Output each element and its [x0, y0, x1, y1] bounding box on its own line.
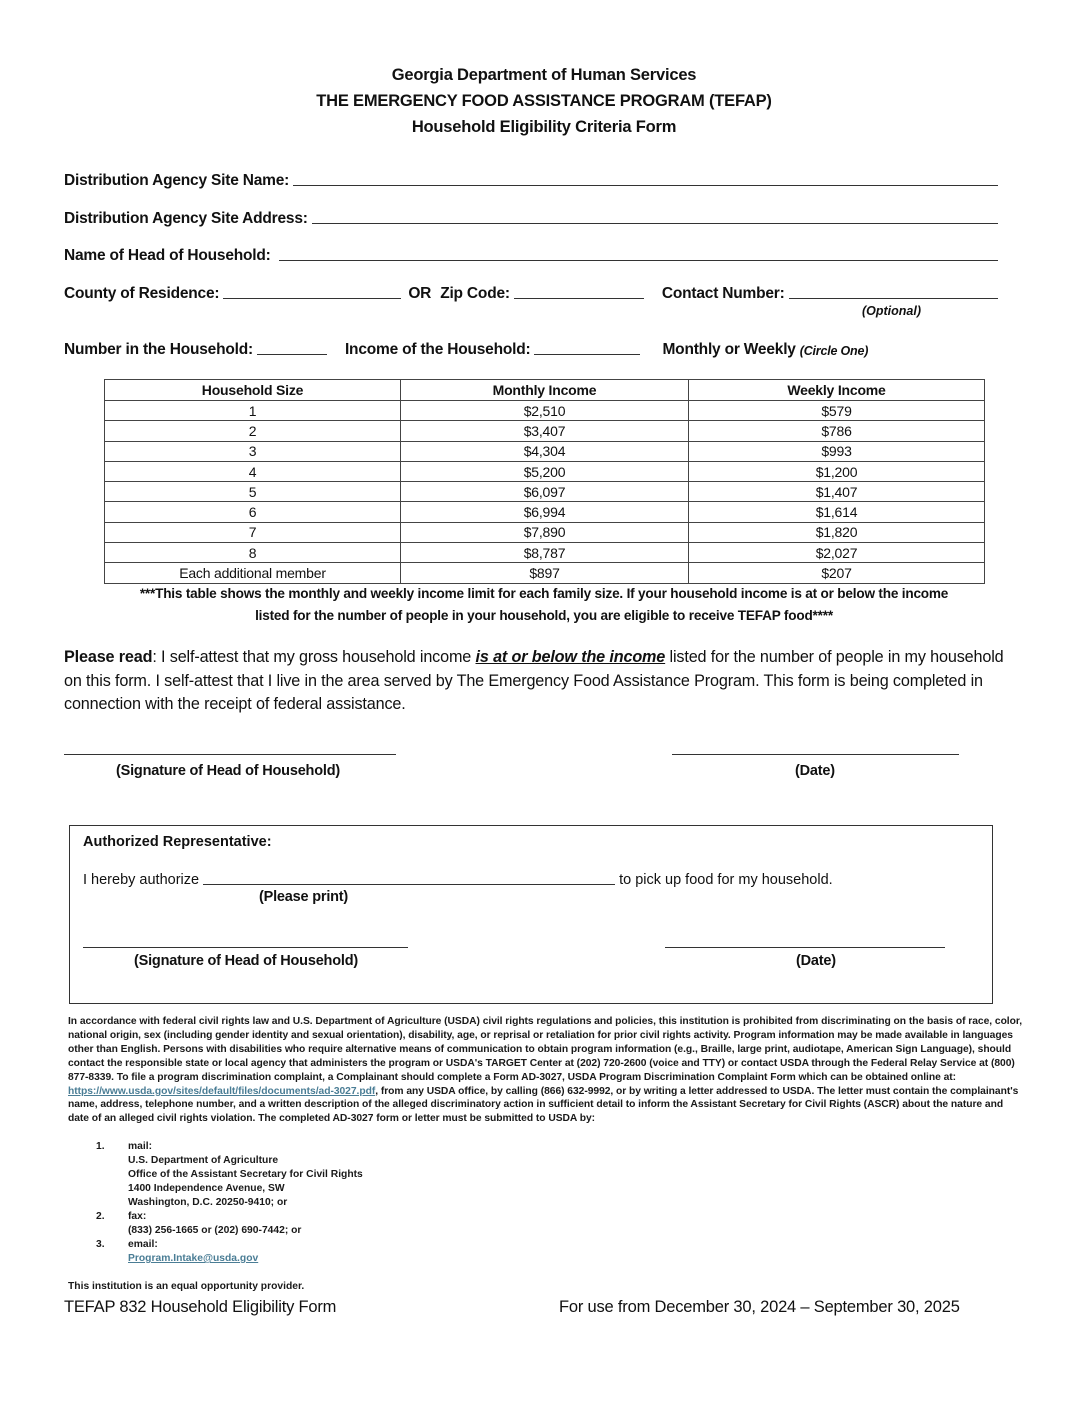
weekly-income-cell: $207	[689, 563, 985, 583]
mail-address-line: Office of the Assistant Secretary for Civil Rights	[128, 1169, 363, 1180]
table-row	[105, 482, 985, 502]
authorized-rep-title: Authorized Representative:	[83, 834, 272, 850]
header-weekly-income: Weekly Income	[689, 380, 985, 401]
table-row	[105, 401, 985, 421]
validity-period-footer: For use from December 30, 2024 – September 30, 2025	[559, 1298, 960, 1316]
program-name: THE EMERGENCY FOOD ASSISTANCE PROGRAM (TEFAP)	[316, 92, 772, 110]
rep-signature-label: (Signature of Head of Household)	[134, 953, 358, 969]
authorize-suffix: to pick up food for my household.	[619, 872, 833, 888]
mail-address-line: Washington, D.C. 20250-9410; or	[128, 1197, 288, 1208]
method-mail-label: mail:	[128, 1141, 153, 1152]
weekly-income-cell: $1,200	[689, 461, 985, 481]
program-intake-email-link[interactable]: Program.Intake@usda.gov	[128, 1253, 259, 1264]
attestation-paragraph	[64, 646, 1024, 717]
attestation-lead: Please read	[64, 648, 153, 666]
weekly-income-cell: $579	[689, 401, 985, 421]
method-number: 2.	[96, 1211, 105, 1222]
site-name-field[interactable]	[293, 167, 998, 186]
household-size-cell: 5	[105, 482, 401, 502]
agency-name: Georgia Department of Human Services	[391, 66, 697, 84]
table-row	[105, 563, 985, 583]
head-name-label: Name of Head of Household:	[64, 247, 271, 264]
household-size-cell: 4	[105, 461, 401, 481]
household-size-cell: 1	[105, 401, 401, 421]
or-label: OR	[408, 285, 432, 302]
date-label: (Date)	[795, 763, 835, 779]
county-field[interactable]	[223, 280, 401, 299]
period-label[interactable]: Monthly or Weekly	[662, 341, 796, 358]
contact-field[interactable]	[789, 280, 998, 299]
ad-3027-form-link[interactable]: https://www.usda.gov/sites/default/files/documents/ad-3027.pdf	[68, 1085, 376, 1097]
please-print-note: (Please print)	[259, 889, 349, 905]
monthly-income-cell: $6,994	[401, 502, 689, 522]
civil-rights-statement	[68, 1015, 1023, 1126]
authorize-row	[83, 868, 833, 888]
income-limits-table	[104, 379, 985, 584]
weekly-income-cell: $993	[689, 441, 985, 461]
weekly-income-cell: $1,407	[689, 482, 985, 502]
head-name-field[interactable]	[279, 242, 998, 261]
monthly-income-cell: $897	[401, 563, 689, 583]
site-address-row	[64, 204, 998, 228]
head-name-row	[64, 241, 998, 265]
authorize-prefix: I hereby authorize	[83, 872, 200, 888]
table-row	[105, 441, 985, 461]
signature-label: (Signature of Head of Household)	[116, 763, 340, 779]
civil-rights-part-1: In accordance with federal civil rights law and U.S. Department of Agriculture (USDA) civil rights regulations and policies, this institution is prohibited from discriminating on the basis of race, color, national origin, sex (including gender identity and sexual orientation), disability, age, or reprisal or retaliation for prior civil rights activity. Program information may be made available in languages other than English. Persons with disabilities who require alternative means of communication to obtain program information (e.g., Braille, large print, audiotape, American Sign Language), should contact the responsible state or local agency that administers the program or USDA's TARGET Center at (202) 720-2600 (voice and TTY) or contact USDA through the Federal Relay Service at (800) 877-8339. To file a program discrimination complaint, a Complainant should complete a Form AD-3027, USDA Program Discrimination Complaint Form which can be obtained online at:	[68, 1016, 1023, 1083]
equal-opportunity-statement: This institution is an equal opportunity provider.	[68, 1281, 305, 1292]
household-size-cell: 2	[105, 421, 401, 441]
table-row	[105, 522, 985, 542]
site-address-label: Distribution Agency Site Address:	[64, 210, 308, 227]
period-circle-note: (Circle One)	[799, 344, 869, 358]
household-income-field[interactable]	[534, 336, 640, 355]
table-note-line-2: listed for the number of people in your household, you are eligible to receive TEFAP food****	[255, 608, 833, 623]
weekly-income-cell: $2,027	[689, 543, 985, 563]
representative-name-field[interactable]	[203, 870, 615, 885]
household-size-cell: 6	[105, 502, 401, 522]
attestation-emphasis: is at or below the income	[475, 648, 666, 666]
household-size-cell: 8	[105, 543, 401, 563]
household-number-field[interactable]	[257, 336, 327, 355]
method-fax-label: fax:	[128, 1211, 147, 1222]
monthly-income-cell: $6,097	[401, 482, 689, 502]
zip-field[interactable]	[514, 280, 644, 299]
site-address-field[interactable]	[312, 205, 998, 224]
mail-address-line: 1400 Independence Avenue, SW	[128, 1183, 285, 1194]
rep-date-label: (Date)	[796, 953, 836, 969]
household-size-cell: 3	[105, 441, 401, 461]
date-line[interactable]	[672, 754, 959, 755]
method-number: 1.	[96, 1141, 105, 1152]
county-label: County of Residence:	[64, 285, 220, 302]
contact-optional-note: (Optional)	[862, 304, 922, 318]
contact-label: Contact Number:	[661, 285, 785, 302]
header-monthly-income: Monthly Income	[401, 380, 689, 401]
attestation-text-before: : I self-attest that my gross household income	[152, 648, 476, 666]
household-number-label: Number in the Household:	[64, 341, 253, 358]
monthly-income-cell: $8,787	[401, 543, 689, 563]
form-title: Household Eligibility Criteria Form	[411, 118, 677, 136]
weekly-income-cell: $786	[689, 421, 985, 441]
rep-date-line[interactable]	[665, 947, 945, 948]
authorized-representative-box	[69, 825, 993, 1004]
table-note-line-1: ***This table shows the monthly and weekly income limit for each family size. If your household income is at or below the income	[139, 586, 949, 601]
table-row	[105, 421, 985, 441]
attestation-text-after: listed for the number of people in my household on this form. I self-attest that I live in the area served by The Emergency Food Assistance Program. This form is being completed in connection with the receipt of federal assistance.	[64, 648, 1004, 713]
method-number: 3.	[96, 1239, 105, 1250]
household-size-cell: Each additional member	[105, 563, 401, 583]
monthly-income-cell: $7,890	[401, 522, 689, 542]
header-household-size: Household Size	[105, 380, 401, 401]
zip-label: Zip Code:	[440, 285, 510, 302]
signature-line[interactable]	[64, 754, 396, 755]
civil-rights-part-2: , from any USDA office, by calling (866) 632-9992, or by writing a letter addressed to USDA. The letter must contain the complainant's name, address, telephone number, and a written description of the alleged discriminatory action in sufficient detail to inform the Assistant Secretary for Civil Rights (ASCR) about the nature and date of an alleged civil rights violation. The completed AD-3027 form or letter must be submitted to USDA by:	[68, 1085, 1019, 1125]
rep-signature-line[interactable]	[83, 947, 408, 948]
monthly-income-cell: $5,200	[401, 461, 689, 481]
household-row	[64, 335, 998, 359]
household-size-cell: 7	[105, 522, 401, 542]
form-id-footer: TEFAP 832 Household Eligibility Form	[64, 1298, 337, 1316]
table-row	[105, 461, 985, 481]
table-header-row	[105, 380, 985, 401]
location-row	[64, 279, 998, 303]
weekly-income-cell: $1,820	[689, 522, 985, 542]
table-row	[105, 543, 985, 563]
weekly-income-cell: $1,614	[689, 502, 985, 522]
site-name-row	[64, 166, 998, 190]
monthly-income-cell: $4,304	[401, 441, 689, 461]
site-name-label: Distribution Agency Site Name:	[64, 172, 290, 189]
monthly-income-cell: $3,407	[401, 421, 689, 441]
mail-address-line: U.S. Department of Agriculture	[128, 1155, 279, 1166]
fax-numbers: (833) 256-1665 or (202) 690-7442; or	[128, 1225, 302, 1236]
table-row	[105, 502, 985, 522]
method-email-label: email:	[128, 1239, 158, 1250]
household-income-label: Income of the Household:	[344, 341, 531, 358]
monthly-income-cell: $2,510	[401, 401, 689, 421]
